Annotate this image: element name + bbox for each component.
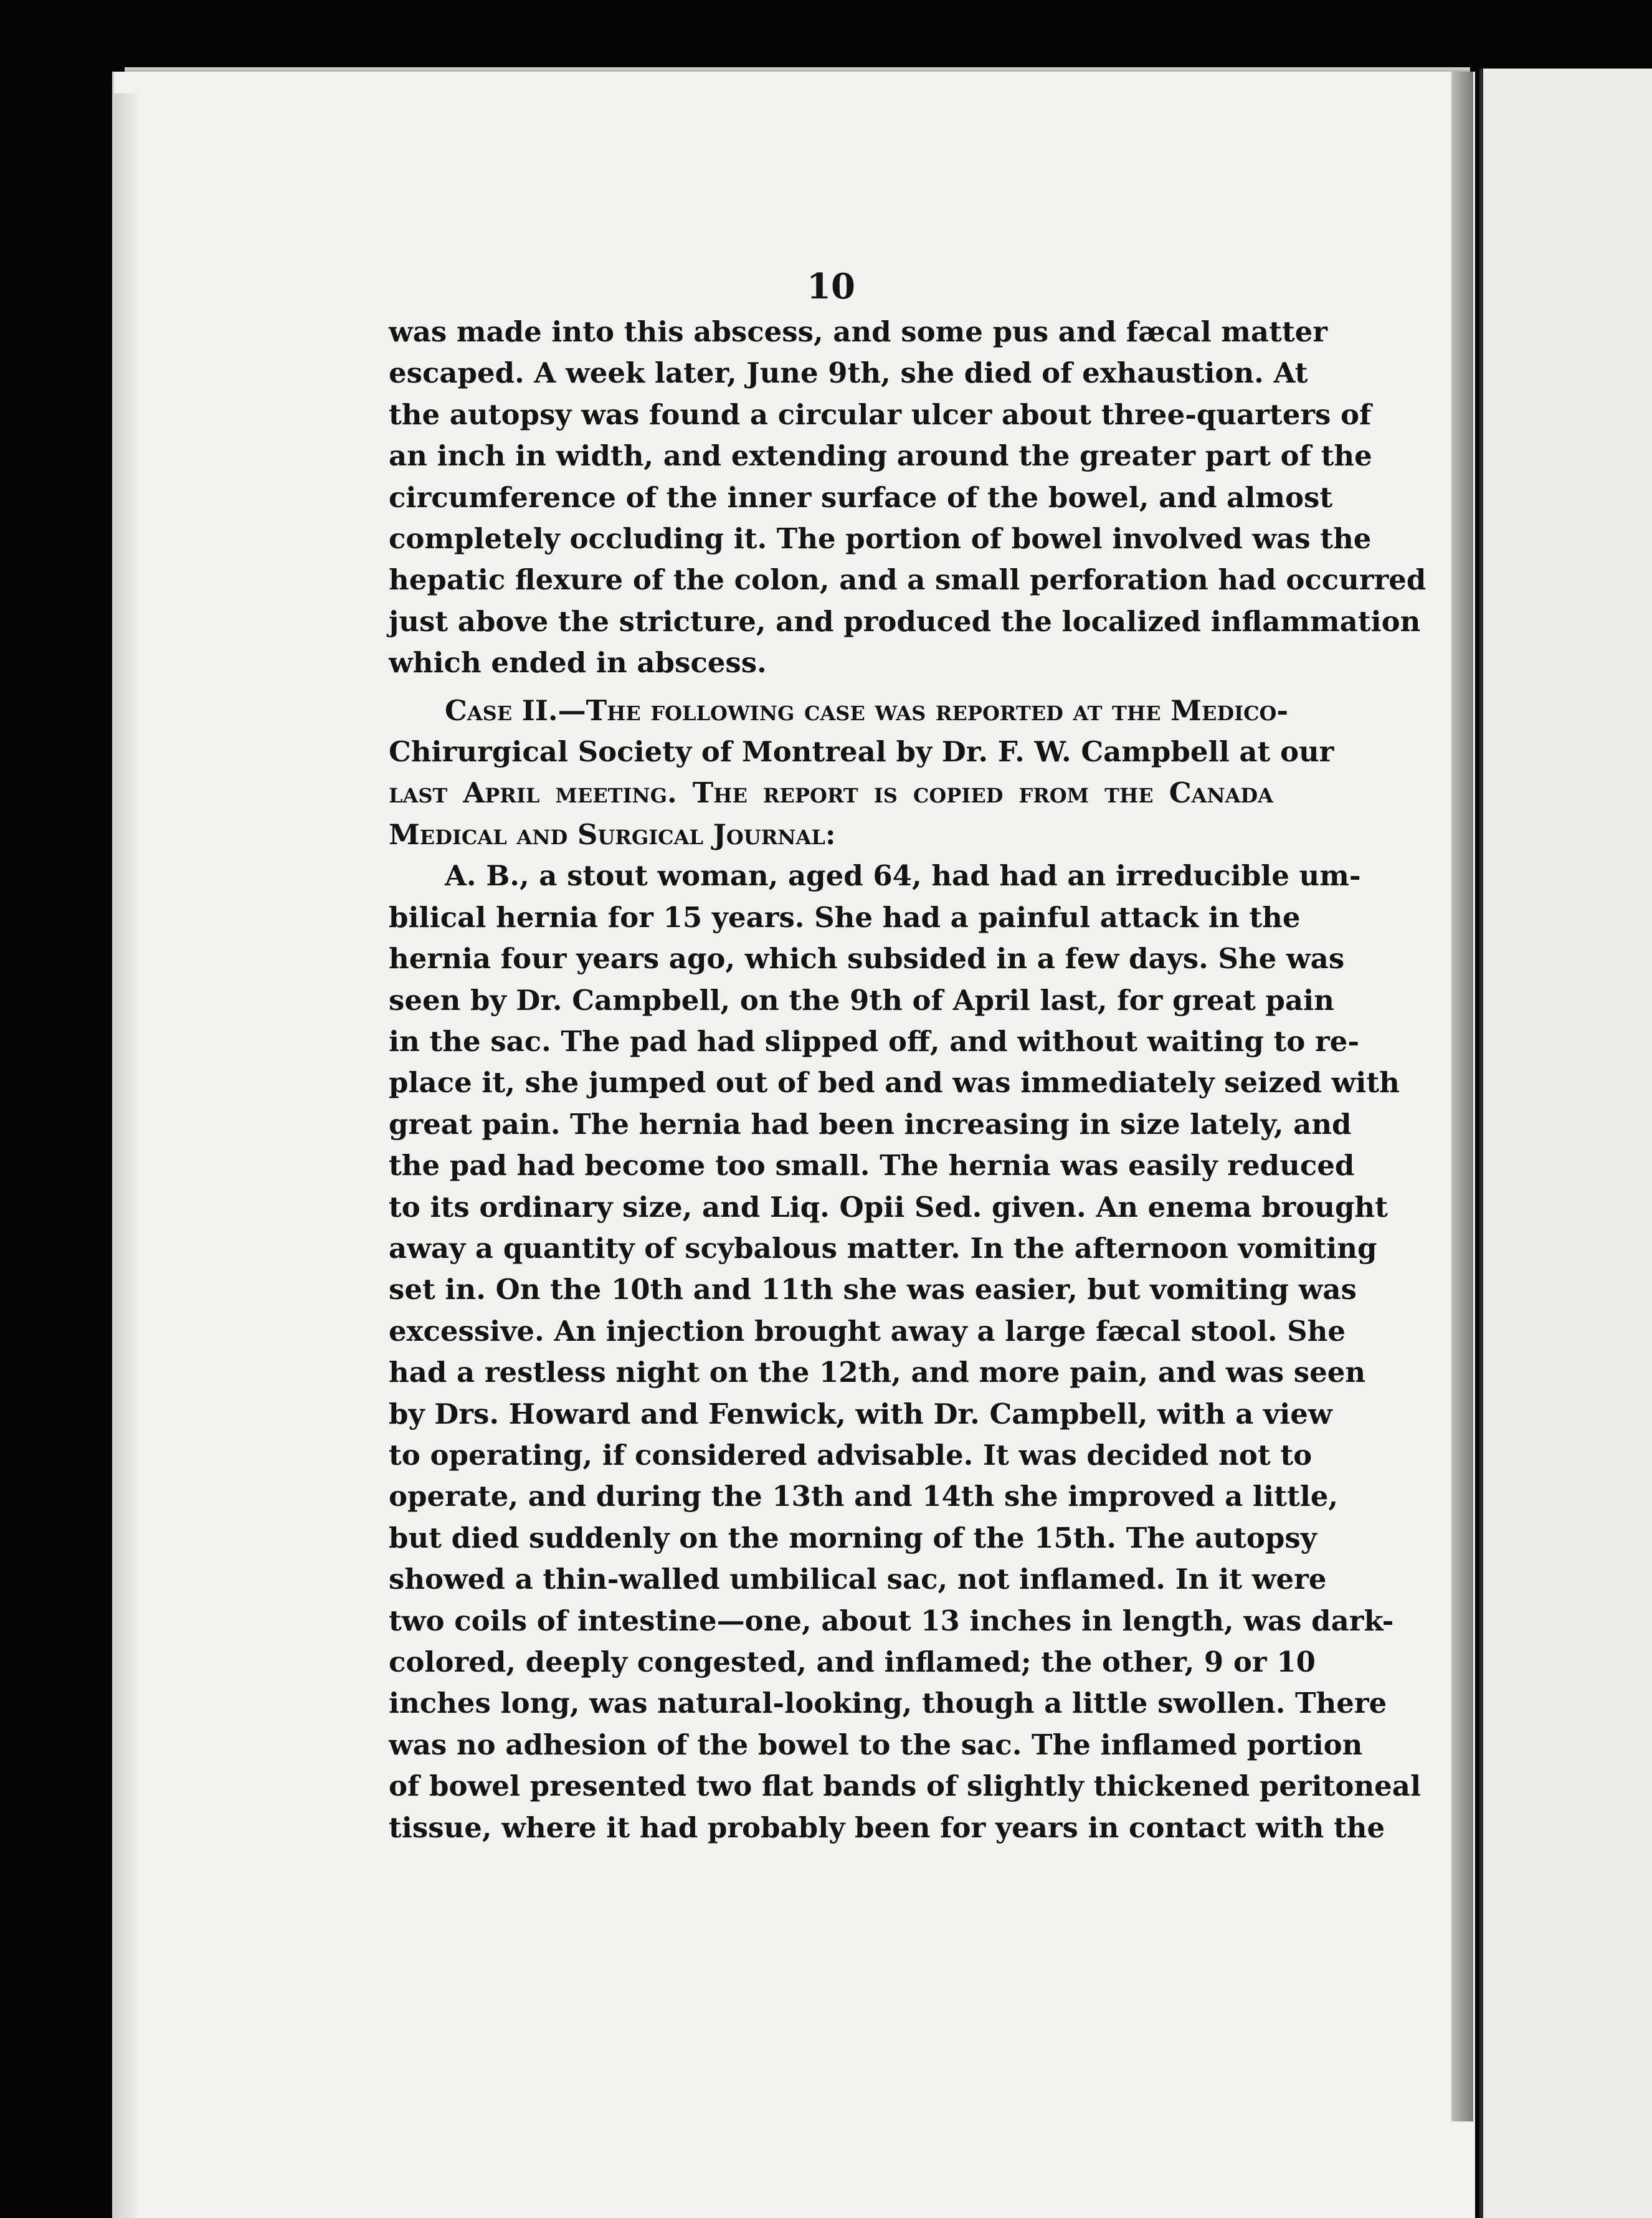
text-line: bilical hernia for 15 years. She had a painful attack in the	[389, 900, 1301, 934]
text-line: colored, deeply congested, and inflamed; the other, 9 or 10	[389, 1645, 1316, 1678]
text-line: the autopsy was found a circular ulcer about three-quarters of	[389, 397, 1372, 431]
text-line: to its ordinary size, and Liq. Opii Sed. given. An enema brought	[389, 1190, 1388, 1224]
text-line: was no adhesion of the bowel to the sac. The inflamed portion	[389, 1728, 1363, 1761]
text-line: hernia four years ago, which subsided in a few days. She was	[389, 942, 1345, 976]
text-line: to operating, if considered advisable. It was decided not to	[389, 1438, 1313, 1472]
text-line: Case II.—The following case was reported at the Medico-	[445, 693, 1289, 727]
paragraph-case-two-intro	[389, 690, 1334, 856]
text-line: Medical and Surgical Journal:	[389, 817, 836, 851]
paragraph-case-two-report	[389, 855, 1422, 1849]
text-line: circumference of the inner surface of the bowel, and almost	[389, 480, 1333, 514]
page-left-margin-shadow	[112, 93, 137, 2218]
text-line: excessive. An injection brought away a large fæcal stool. She	[389, 1314, 1346, 1348]
text-line: tissue, where it had probably been for years in contact with the	[389, 1811, 1385, 1844]
text-line: an inch in width, and extending around the greater part of the	[389, 439, 1372, 473]
text-line: by Drs. Howard and Fenwick, with Dr. Campbell, with a view	[389, 1397, 1332, 1430]
facing-page-edge	[1479, 69, 1652, 2218]
text-line: great pain. The hernia had been increasing in size lately, and	[389, 1107, 1352, 1141]
text-line: had a restless night on the 12th, and more pain, and was seen	[389, 1356, 1366, 1389]
text-line: set in. On the 10th and 11th she was easier, but vomiting was	[389, 1273, 1357, 1307]
text-line: showed a thin-walled umbilical sac, not inflamed. In it were	[389, 1563, 1327, 1596]
text-line: operate, and during the 13th and 14th she improved a little,	[389, 1480, 1339, 1513]
text-line: was made into this abscess, and some pus and fæcal matter	[389, 315, 1327, 348]
text-line: completely occluding it. The portion of bowel involved was the	[389, 522, 1372, 556]
text-line: in the sac. The pad had slipped off, and without waiting to re-	[389, 1024, 1359, 1058]
text-line: seen by Dr. Campbell, on the 9th of April last, for great pain	[389, 983, 1334, 1017]
text-line: two coils of intestine—one, about 13 inches in length, was dark-	[389, 1604, 1394, 1637]
text-line: place it, she jumped out of bed and was immediately seized with	[389, 1066, 1400, 1100]
text-line: the pad had become too small. The hernia was easily reduced	[389, 1149, 1355, 1183]
page-number: 10	[807, 266, 855, 307]
text-line: escaped. A week later, June 9th, she died of exhaustion. At	[389, 356, 1308, 390]
page-text-block	[389, 262, 1427, 1849]
text-line: just above the stricture, and produced the localized inflammation	[389, 604, 1421, 638]
text-line: which ended in abscess.	[389, 646, 767, 680]
page-gutter-shadow	[1451, 72, 1473, 2121]
text-line: of bowel presented two flat bands of slightly thickened peritoneal	[389, 1769, 1422, 1803]
paragraph-abscess-conclusion	[389, 312, 1427, 684]
text-line: away a quantity of scybalous matter. In the afternoon vomiting	[389, 1231, 1377, 1265]
text-line: but died suddenly on the morning of the 15th. The autopsy	[389, 1521, 1317, 1554]
text-line: A. B., a stout woman, aged 64, had had an irreducible um-	[445, 859, 1361, 893]
text-line: Chirurgical Society of Montreal by Dr. F. W. Campbell at our	[389, 735, 1334, 769]
text-line: hepatic flexure of the colon, and a small perforation had occurred	[389, 563, 1427, 597]
paragraph-spacer	[389, 684, 1273, 690]
text-line: last April meeting. The report is copied from the Canada	[389, 776, 1273, 810]
text-line: inches long, was natural-looking, though a little swollen. There	[389, 1687, 1387, 1720]
